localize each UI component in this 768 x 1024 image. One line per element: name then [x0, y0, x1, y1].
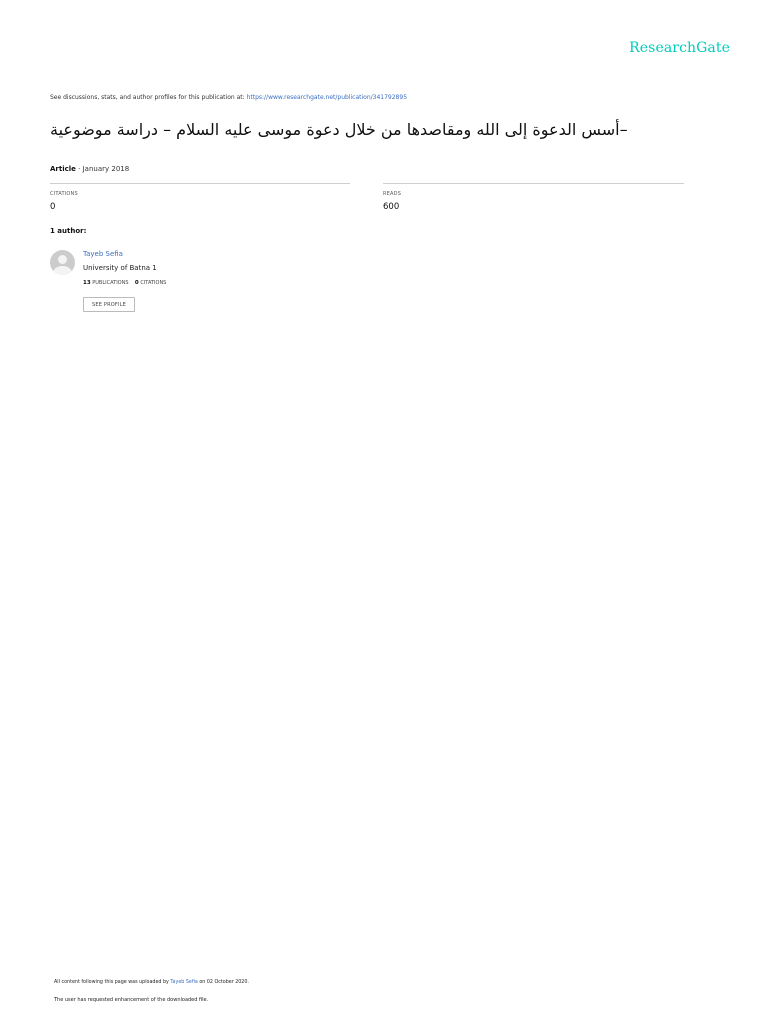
publication-title: –أسس الدعوة إلى الله ومقاصدها من خلال دعوة موسى عليه السلام – دراسة موضوعية [50, 120, 628, 139]
publication-date: · January 2018 [75, 165, 130, 173]
citations-label: CITATIONS [50, 191, 78, 197]
reads-value: 600 [383, 202, 400, 212]
stats-divider-left [50, 183, 350, 184]
publication-type: Article [50, 165, 76, 173]
author-name-link[interactable]: Tayeb Sefia [83, 250, 123, 258]
publication-meta [50, 165, 129, 173]
author-citations-label: CITATIONS [140, 280, 167, 286]
discussion-line [50, 94, 407, 101]
see-profile-button[interactable]: SEE PROFILE [83, 297, 135, 312]
upload-prefix: All content following this page was uploaded by [54, 980, 169, 985]
avatar-icon[interactable] [50, 250, 75, 275]
upload-suffix: on 02 October 2020. [199, 980, 249, 985]
authors-heading: 1 author: [50, 227, 87, 235]
author-affiliation: University of Batna 1 [83, 264, 157, 272]
publication-link[interactable]: https://www.researchgate.net/publication/341792895 [246, 94, 408, 101]
enhancement-note: The user has requested enhancement of the downloaded file. [54, 997, 209, 1003]
uploader-link[interactable]: Tayeb Sefia [170, 980, 198, 985]
author-citations-count: 0 [134, 280, 139, 286]
stats-divider-right [383, 183, 684, 184]
discussion-prefix: See discussions, stats, and author profiles for this publication at: [50, 94, 245, 101]
author-publications-count: 13 [83, 280, 91, 286]
author-stats [83, 280, 166, 286]
citations-value: 0 [50, 202, 56, 212]
reads-label: READS [383, 191, 402, 197]
researchgate-logo[interactable]: ResearchGate [629, 40, 730, 56]
upload-info [54, 980, 249, 985]
author-publications-label: PUBLICATIONS [92, 280, 129, 286]
